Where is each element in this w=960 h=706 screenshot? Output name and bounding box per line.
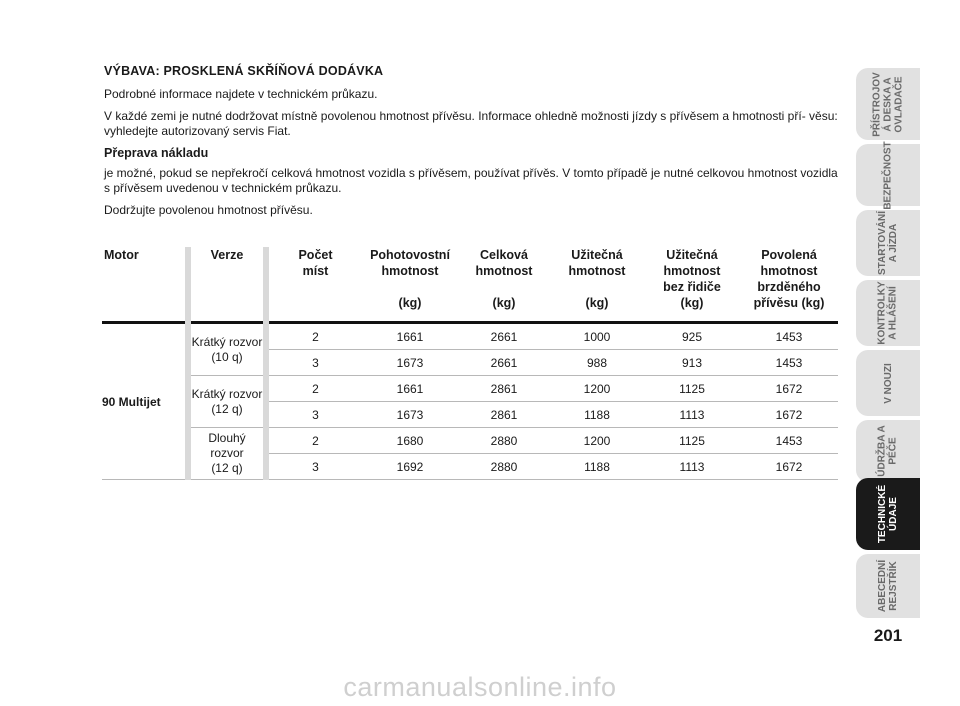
payload-no-driver-cell: 913 <box>644 350 740 376</box>
payload-cell: 1200 <box>550 428 644 454</box>
watermark: carmanualsonline.info <box>343 672 617 702</box>
seats-cell: 3 <box>266 350 362 376</box>
tab-label: BEZPEČNOST <box>882 140 894 210</box>
tab-v-nouzi[interactable] <box>856 350 920 416</box>
header-motor: Motor <box>102 247 188 323</box>
curb-weight-cell: 1680 <box>362 428 458 454</box>
payload-cell: 1188 <box>550 454 644 480</box>
gross-weight-cell: 2861 <box>458 376 550 402</box>
tab-label: STARTOVÁNÍ A JÍZDA <box>877 210 900 276</box>
table-header-row <box>102 247 838 323</box>
cargo-paragraph: je možné, pokud se nepřekročí celková hmotnost vozidla s přívěsem, používat přívěs. V tomto případě je nutné celkovou hmotnost vozidla s přívěsem uvedenou v technickém průkazu. <box>104 166 838 195</box>
table-row <box>102 323 838 350</box>
trailer-weight-cell: 1453 <box>740 323 838 350</box>
cargo-subheading: Přeprava nákladu <box>104 146 209 160</box>
gross-weight-cell: 2861 <box>458 402 550 428</box>
tab-pristrojova-deska[interactable] <box>856 68 920 140</box>
curb-weight-cell: 1661 <box>362 323 458 350</box>
version-cell: Krátký rozvor (10 q) <box>188 323 266 376</box>
tab-label: ABECEDNÍ REJSTŘÍK <box>876 559 899 613</box>
curb-weight-cell: 1673 <box>362 350 458 376</box>
tab-label: TECHNICKÉ ÚDAJE <box>877 484 899 544</box>
curb-weight-cell: 1692 <box>362 454 458 480</box>
page-number: 201 <box>873 626 903 645</box>
gross-weight-cell: 2880 <box>458 454 550 480</box>
header-verze: Verze <box>188 247 266 323</box>
seats-cell: 2 <box>266 428 362 454</box>
curb-weight-cell: 1661 <box>362 376 458 402</box>
payload-no-driver-cell: 1125 <box>644 376 740 402</box>
page-content <box>104 64 838 225</box>
payload-no-driver-cell: 1113 <box>644 402 740 428</box>
header-povolena: Povolená hmotnost brzděného přívěsu (kg) <box>740 247 838 323</box>
header-celkova: Celková hmotnost (kg) <box>458 247 550 323</box>
tab-label: ÚDRŽBA A PÉČE <box>876 425 899 477</box>
tab-label: PŘÍSTROJOV Á DESKA A OVLADAČE <box>871 71 905 137</box>
payload-no-driver-cell: 925 <box>644 323 740 350</box>
tab-startovani[interactable] <box>856 210 920 276</box>
motor-cell: 90 Multijet <box>102 323 188 480</box>
trailer-weight-cell: 1672 <box>740 376 838 402</box>
tab-label: KONTROLKY A HLÁŠENÍ <box>877 281 899 345</box>
seats-cell: 2 <box>266 323 362 350</box>
seats-cell: 3 <box>266 454 362 480</box>
payload-cell: 1188 <box>550 402 644 428</box>
trailer-weight-cell: 1453 <box>740 428 838 454</box>
payload-cell: 1200 <box>550 376 644 402</box>
intro-paragraph-2: V každé zemi je nutné dodržovat místně povolenou hmotnost přívěsu. Informace ohledně možnosti jízdy s přívěsem a hmotnosti pří- věsu: vyhledejte autorizovaný servis Fiat. <box>104 109 838 138</box>
version-cell: Krátký rozvor (12 q) <box>188 376 266 428</box>
payload-cell: 1000 <box>550 323 644 350</box>
tab-kontrolky[interactable] <box>856 280 920 346</box>
header-pocet: Počet míst <box>266 247 362 323</box>
trailer-weight-cell: 1672 <box>740 454 838 480</box>
gross-weight-cell: 2661 <box>458 323 550 350</box>
seats-cell: 2 <box>266 376 362 402</box>
intro-paragraph-1: Podrobné informace najdete v technickém průkazu. <box>104 87 378 101</box>
header-uzitecna: Užitečná hmotnost (kg) <box>550 247 644 323</box>
tab-technicke-udaje[interactable] <box>856 478 920 550</box>
table-row <box>102 376 838 402</box>
tab-label: V NOUZI <box>882 362 894 404</box>
payload-no-driver-cell: 1113 <box>644 454 740 480</box>
section-heading: VÝBAVA: PROSKLENÁ SKŘÍŇOVÁ DODÁVKA <box>104 64 384 78</box>
payload-cell: 988 <box>550 350 644 376</box>
payload-no-driver-cell: 1125 <box>644 428 740 454</box>
trailer-note: Dodržujte povolenou hmotnost přívěsu. <box>104 203 313 217</box>
tab-bezpecnost[interactable] <box>856 140 920 210</box>
gross-weight-cell: 2661 <box>458 350 550 376</box>
tab-udrzba[interactable] <box>856 420 920 482</box>
weights-table <box>102 247 838 480</box>
gross-weight-cell: 2880 <box>458 428 550 454</box>
trailer-weight-cell: 1672 <box>740 402 838 428</box>
header-pohotovostni: Pohotovostní hmotnost (kg) <box>362 247 458 323</box>
trailer-weight-cell: 1453 <box>740 350 838 376</box>
seats-cell: 3 <box>266 402 362 428</box>
tab-abecedni-rejstrik[interactable] <box>856 554 920 618</box>
version-cell: Dlouhý rozvor (12 q) <box>188 428 266 480</box>
table-row <box>102 428 838 454</box>
header-uzitecna-bez-ridice: Užitečná hmotnost bez řidiče (kg) <box>644 247 740 323</box>
curb-weight-cell: 1673 <box>362 402 458 428</box>
